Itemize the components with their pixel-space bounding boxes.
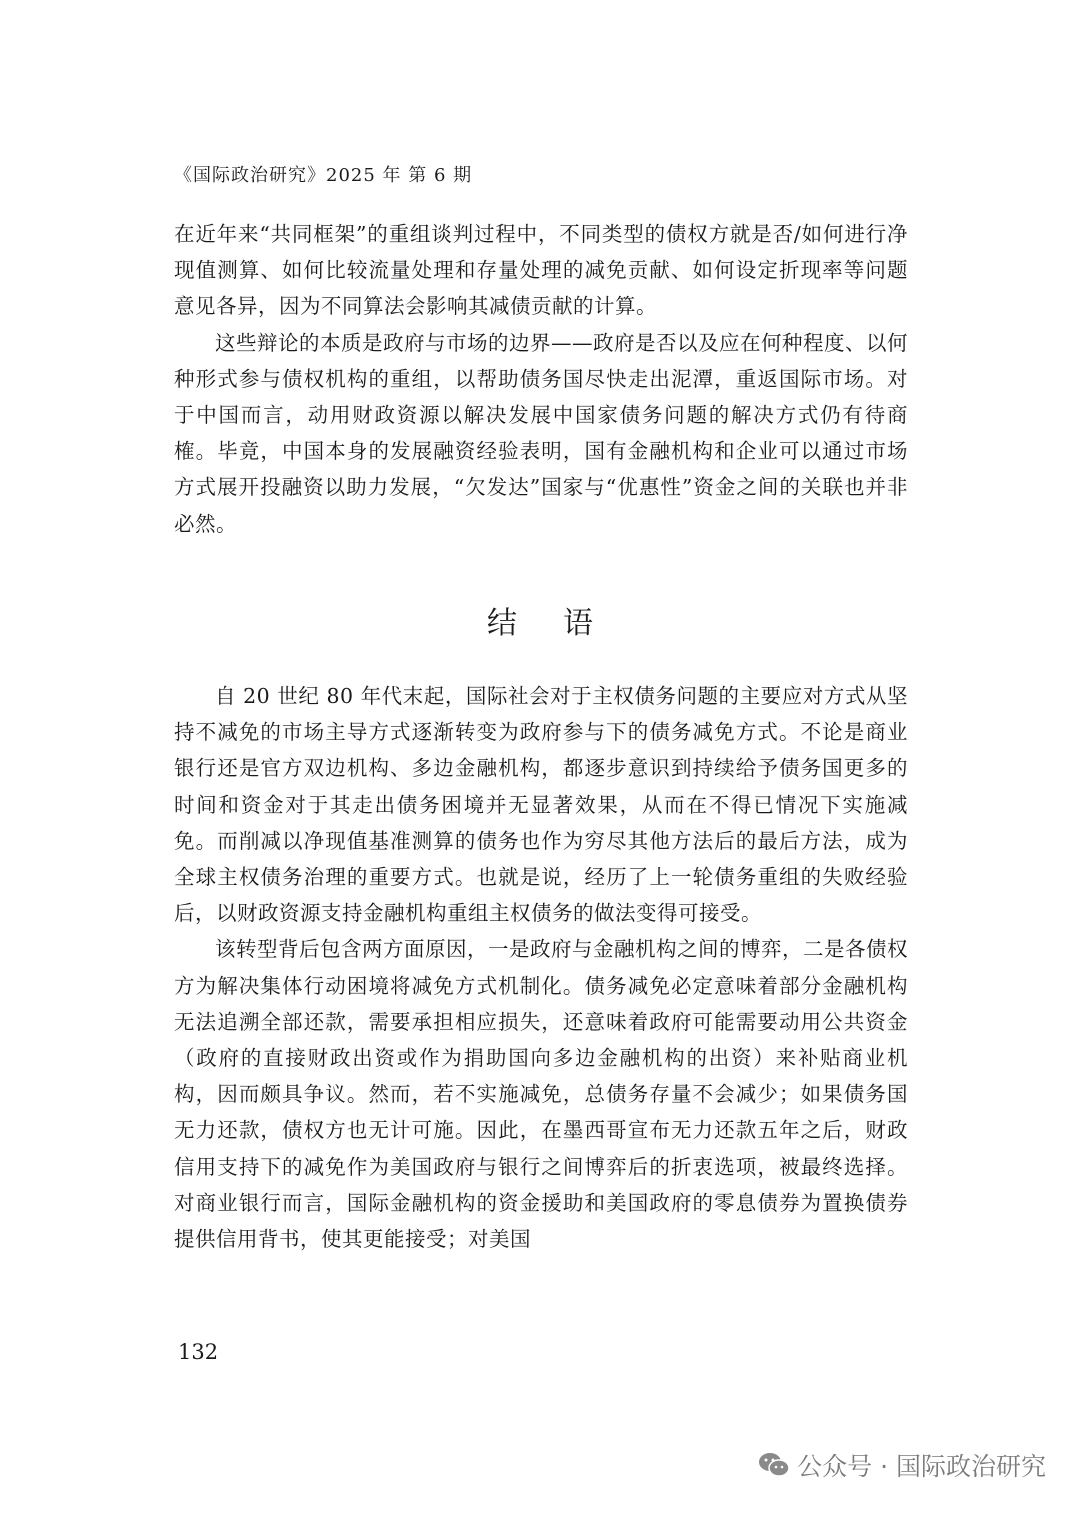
paragraph: 自 20 世纪 80 年代末起，国际社会对于主权债务问题的主要应对方式从坚持不减免的市场主导方式逐渐转变为政府参与下的债务减免方式。不论是商业银行还是官方双边机构、多边金融机构，都逐步意识到持续给予债务国更多的时间和资金对于其走出债务困境并无显著效果，从而在不得已情况下实施减免。而削减以净现值基准测算的债务也作为穷尽其他方法后的最后方法，成为全球主权债务治理的重要方式。也就是说，经历了上一轮债务重组的失败经验后，以财政资源支持金融机构重组主权债务的做法变得可接受。 xyxy=(174,684,908,926)
body-text-bottom xyxy=(174,678,908,1257)
page-number: 132 xyxy=(178,1340,219,1364)
wechat-icon xyxy=(757,1450,791,1480)
paragraph: 这些辩论的本质是政府与市场的边界——政府是否以及应在何种程度、以何种形式参与债权机构的重组，以帮助债务国尽快走出泥潭，重返国际市场。对于中国而言，动用财政资源以解决发展中国家债务问题的解决方式仍有待商榷。毕竟，中国本身的发展融资经验表明，国有金融机构和企业可以通过市场方式展开投融资以助力发展，“欠发达”国家与“优惠性”资金之间的关联也并非必然。 xyxy=(174,330,908,536)
paragraph: 该转型背后包含两方面原因，一是政府与金融机构之间的博弈，二是各债权方为解决集体行动困境将减免方式机制化。债务减免必定意味着部分金融机构无法追溯全部还款，需要承担相应损失，还意味着政府可能需要动用公共资金（政府的直接财政出资或作为捐助国向多边金融机构的出资）来补贴商业机构，因而颇具争议。然而，若不实施减免，总债务存量不会减少；如果债务国无力还款，债权方也无计可施。因此，在墨西哥宣布无力还款五年之后，财政信用支持下的减免作为美国政府与银行之间博弈后的折衷选项，被最终选择。对商业银行而言，国际金融机构的资金援助和美国政府的零息债券为置换债券提供信用背书，使其更能接受；对美国 xyxy=(174,937,908,1252)
watermark-text: 公众号 · 国际政治研究 xyxy=(797,1452,1046,1481)
paragraph: 在近年来“共同框架”的重组谈判过程中，不同类型的债权方就是否/如何进行净现值测算、如何比较流量处理和存量处理的减免贡献、如何设定折现率等问题意见各异，因为不同算法会影响其减债贡献的计算。 xyxy=(174,222,908,319)
body-text-top xyxy=(174,216,908,542)
running-header: 《国际政治研究》2025 年 第 6 期 xyxy=(174,165,473,186)
watermark xyxy=(757,1447,1046,1483)
section-title: 结语 xyxy=(487,606,639,641)
